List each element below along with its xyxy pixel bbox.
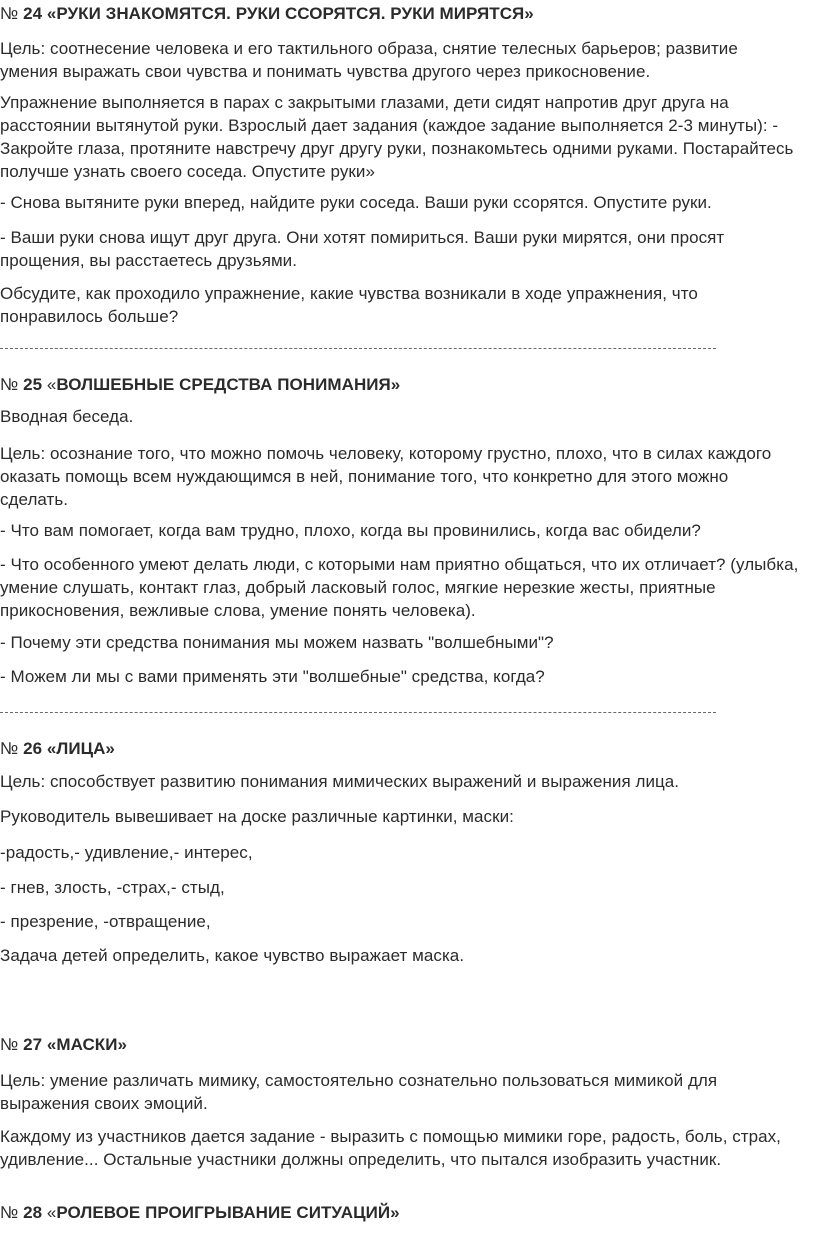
- section-27-goal: Цель: умение различать мимику, самостоятельно сознательно пользоваться мимикой для выражения своих эмоций.: [0, 1071, 718, 1113]
- number-sign: №: [0, 4, 19, 23]
- number-sign: №: [0, 375, 19, 394]
- number-sign: №: [0, 1203, 19, 1222]
- section-25-goal: Цель: осознание того, что можно помочь человеку, которому грустно, плохо, что в силах каждого оказать помощь всем нуждающимся в ней, понимание того, что конкретно для этого можно сделать.: [0, 444, 772, 509]
- section-26-list-3: - презрение, -отвращение,: [0, 912, 211, 931]
- section-26-title: 26 «ЛИЦА»: [18, 739, 115, 758]
- section-26-list-2: - гнев, злость, -страх,- стыд,: [0, 878, 225, 897]
- section-25-intro: Вводная беседа.: [0, 407, 134, 426]
- section-24-heading: [0, 2, 800, 25]
- section-26-task: Задача детей определить, какое чувство выражает маска.: [0, 946, 465, 965]
- section-28-number: 28: [18, 1203, 43, 1222]
- section-26-heading: [0, 737, 800, 760]
- section-27-title: 27 «МАСКИ»: [18, 1035, 127, 1054]
- section-25-question-4: - Можем ли мы с вами применять эти "волшебные" средства, когда?: [0, 667, 545, 686]
- section-25-question-1: - Что вам помогает, когда вам трудно, плохо, когда вы провинились, когда вас обидели?: [0, 521, 701, 540]
- section-26-list-1: -радость,- удивление,- интерес,: [0, 843, 253, 862]
- section-24-discussion: Обсудите, как проходило упражнение, какие чувства возникали в ходе упражнения, что понравилось больше?: [0, 284, 698, 326]
- section-24-step-3: - Ваши руки снова ищут друг друга. Они хотят помириться. Ваши руки мирятся, они просят прощения, вы расстаетесь друзьями.: [0, 228, 725, 270]
- section-26-goal: Цель: способствует развитию понимания мимических выражений и выражения лица.: [0, 772, 680, 791]
- section-27-heading: [0, 1033, 800, 1056]
- section-28-heading: [0, 1201, 800, 1224]
- section-25-quote: «: [42, 375, 57, 394]
- section-24-goal: Цель: соотнесение человека и его тактильного образа, снятие телесных барьеров; развитие умения выражать свои чувства и понимать чувства другого через прикосновение.: [0, 39, 738, 81]
- section-divider: [0, 712, 716, 713]
- section-24-instructions: Упражнение выполняется в парах с закрытыми глазами, дети сидят напротив друг друга на расстоянии вытянутой руки. Взрослый дает задания (каждое задание выполняется 2-3 минуты): - Закройте глаза, протяните навстречу друг другу руки, познакомьтесь одними руками. Постарайтесь получше узнать своего соседа. Опустите руки»: [0, 93, 794, 181]
- section-27-task: Каждому из участников дается задание - выразить с помощью мимики горе, радость, боль, страх, удивление... Остальные участники должны определить, что пытался изобразить участник.: [0, 1127, 781, 1169]
- section-25-question-2: - Что особенного умеют делать люди, с которыми нам приятно общаться, что их отличает? (улыбка, умение слушать, контакт глаз, добрый ласковый голос, мягкие нерезкие жесты, приятные прикосновения, вежливые слова, умение понять человека).: [0, 555, 799, 620]
- section-28-quote: «: [42, 1203, 57, 1222]
- section-24-title: 24 «РУКИ ЗНАКОМЯТСЯ. РУКИ ССОРЯТСЯ. РУКИ МИРЯТСЯ»: [18, 4, 534, 23]
- section-25-heading: [0, 373, 800, 396]
- section-24-step-2: - Снова вытяните руки вперед, найдите руки соседа. Ваши руки ссорятся. Опустите руки.: [0, 193, 712, 212]
- section-26-instruction: Руководитель вывешивает на доске различные картинки, маски:: [0, 807, 514, 826]
- number-sign: №: [0, 739, 19, 758]
- section-28-title: РОЛЕВОЕ ПРОИГРЫВАНИЕ СИТУАЦИЙ»: [56, 1203, 400, 1222]
- section-25-title: ВОЛШЕБНЫЕ СРЕДСТВА ПОНИМАНИЯ»: [56, 375, 401, 394]
- section-divider: [0, 348, 716, 349]
- number-sign: №: [0, 1035, 19, 1054]
- section-25-number: 25: [18, 375, 43, 394]
- section-25-question-3: - Почему эти средства понимания мы можем назвать "волшебными"?: [0, 633, 554, 652]
